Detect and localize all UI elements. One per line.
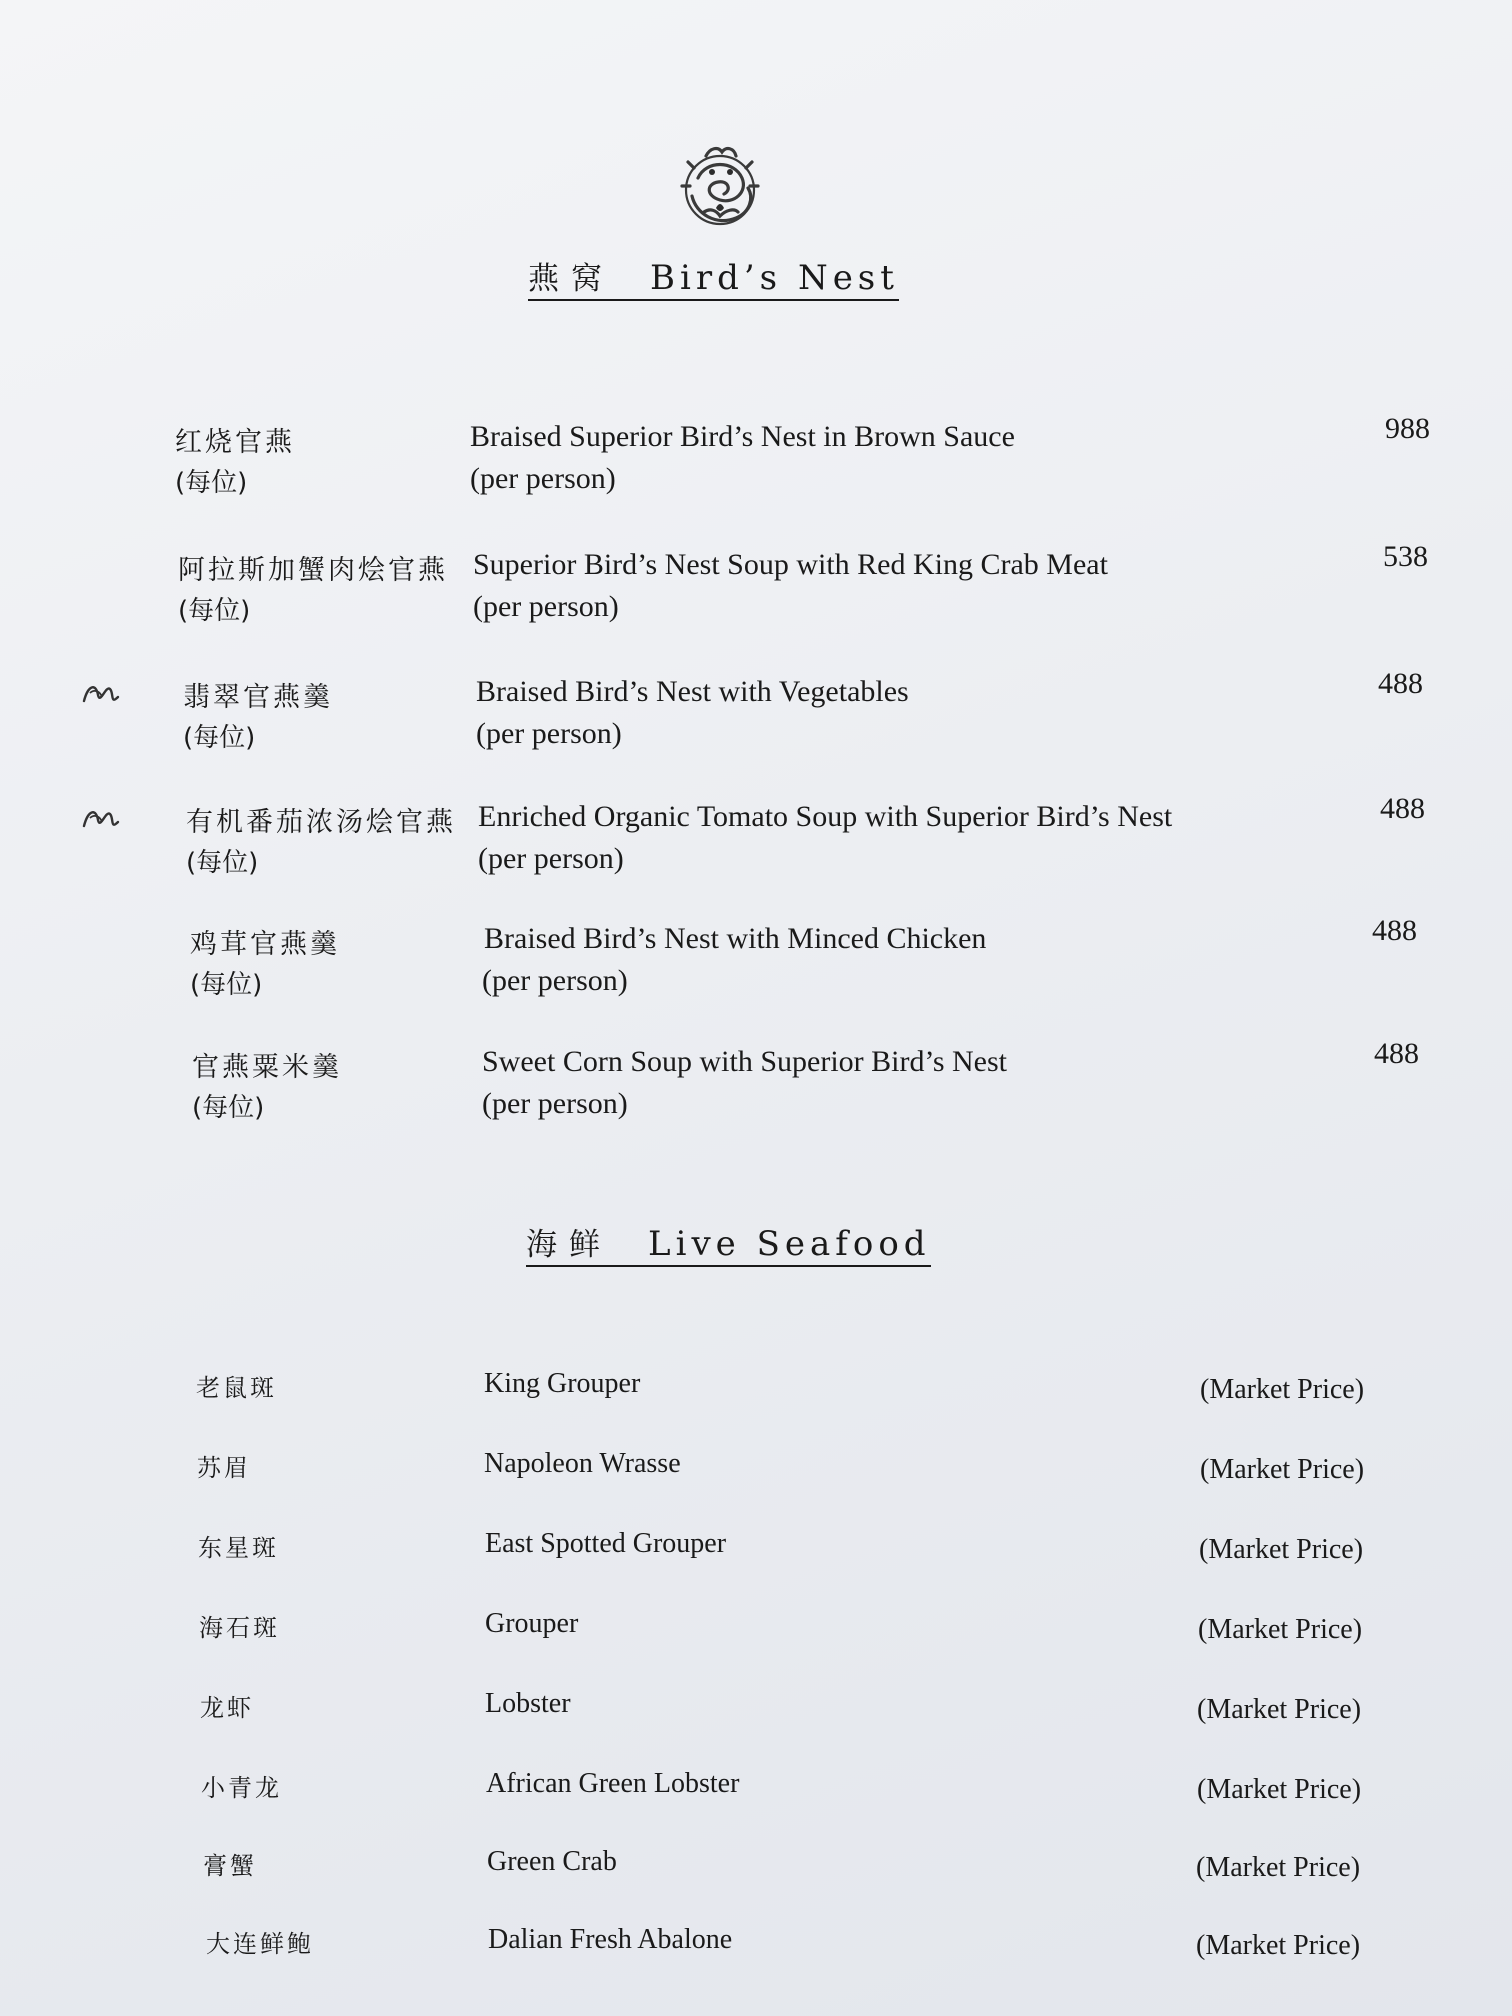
dish-name-zh: 官燕粟米羹 [192,1052,342,1083]
dish-note-en: (per person) [478,842,624,875]
dish-name-zh: 红烧官燕 [175,427,295,458]
dish-name-zh: 阿拉斯加蟹肉烩官燕 [178,555,448,586]
dish-name-zh: 鸡茸官燕羹 [190,929,340,960]
dish-price: 488 [1372,914,1417,947]
dish-note-zh: (每位) [192,1093,265,1123]
dish-name-en: Sweet Corn Soup with Superior Bird’s Nest [482,1045,1007,1078]
seafood-price: (Market Price) [1197,1774,1362,1805]
seafood-price: (Market Price) [1196,1852,1361,1883]
seafood-name-zh: 海石斑 [199,1614,280,1642]
dish-name-zh: 翡翠官燕羹 [183,682,333,713]
dish-price: 488 [1380,792,1425,825]
seafood-name-en: King Grouper [484,1368,641,1399]
seafood-name-zh: 苏眉 [197,1454,251,1482]
seafood-price: (Market Price) [1200,1374,1365,1405]
menu-item [0,667,1512,765]
live-seafood-section-title [526,1226,931,1267]
dish-name-en: Enriched Organic Tomato Soup with Superior Bird’s Nest [478,800,1173,833]
seafood-price: (Market Price) [1200,1454,1365,1485]
seafood-name-zh: 龙虾 [200,1694,254,1722]
dish-note-en: (per person) [482,964,628,997]
seafood-item [0,1688,1512,1738]
dish-price: 538 [1383,540,1428,573]
seafood-name-zh: 膏蟹 [203,1852,257,1880]
seafood-item [0,1528,1512,1578]
vegetarian-mark-icon [80,679,122,709]
seafood-name-zh: 东星斑 [198,1534,279,1562]
dish-price: 488 [1374,1037,1419,1070]
seafood-item [0,1448,1512,1498]
dragon-emblem-icon [676,138,764,236]
seafood-name-en: Grouper [485,1608,579,1639]
seafood-item [0,1846,1512,1896]
dish-price: 488 [1378,667,1423,700]
seafood-item [0,1924,1512,1974]
menu-item [0,914,1512,1012]
menu-item [0,792,1512,890]
menu-item [0,540,1512,638]
seafood-name-en: Dalian Fresh Abalone [488,1924,733,1955]
dish-name-zh: 有机番茄浓汤烩官燕 [186,807,456,838]
seafood-name-en: African Green Lobster [486,1768,740,1799]
seafood-name-zh: 大连鲜鲍 [206,1930,314,1958]
dish-note-zh: (每位) [186,848,259,878]
seafood-name-en: Green Crab [487,1846,617,1877]
seafood-name-en: East Spotted Grouper [485,1528,727,1559]
seafood-price: (Market Price) [1196,1930,1361,1961]
seafood-price: (Market Price) [1198,1614,1363,1645]
birds-nest-title-en: Bird’s Nest [650,258,899,298]
live-seafood-title-en: Live Seafood [648,1224,931,1264]
birds-nest-section-title [528,260,899,301]
seafood-name-zh: 小青龙 [201,1774,282,1802]
dish-name-en: Superior Bird’s Nest Soup with Red King Crab Meat [473,548,1108,581]
dish-name-en: Braised Bird’s Nest with Vegetables [476,675,909,708]
dish-note-en: (per person) [470,462,616,495]
dish-note-zh: (每位) [175,468,248,498]
dish-name-en: Braised Superior Bird’s Nest in Brown Sauce [470,420,1015,453]
dish-note-en: (per person) [476,717,622,750]
dish-note-zh: (每位) [183,723,256,753]
seafood-name-en: Napoleon Wrasse [484,1448,681,1479]
seafood-name-en: Lobster [485,1688,571,1719]
vegetarian-mark-icon [80,804,122,834]
seafood-name-zh: 老鼠斑 [196,1374,277,1402]
dish-price: 988 [1385,412,1430,445]
seafood-item [0,1368,1512,1418]
menu-item [0,1037,1512,1135]
dish-note-en: (per person) [482,1087,628,1120]
menu-item [0,412,1512,510]
seafood-item [0,1608,1512,1658]
seafood-price: (Market Price) [1199,1534,1364,1565]
seafood-item [0,1768,1512,1818]
dish-note-en: (per person) [473,590,619,623]
birds-nest-title-zh: 燕窝 [528,261,614,297]
dish-name-en: Braised Bird’s Nest with Minced Chicken [484,922,987,955]
seafood-price: (Market Price) [1197,1694,1362,1725]
dish-note-zh: (每位) [178,596,251,626]
live-seafood-title-zh: 海鲜 [526,1227,612,1263]
dish-note-zh: (每位) [190,970,263,1000]
